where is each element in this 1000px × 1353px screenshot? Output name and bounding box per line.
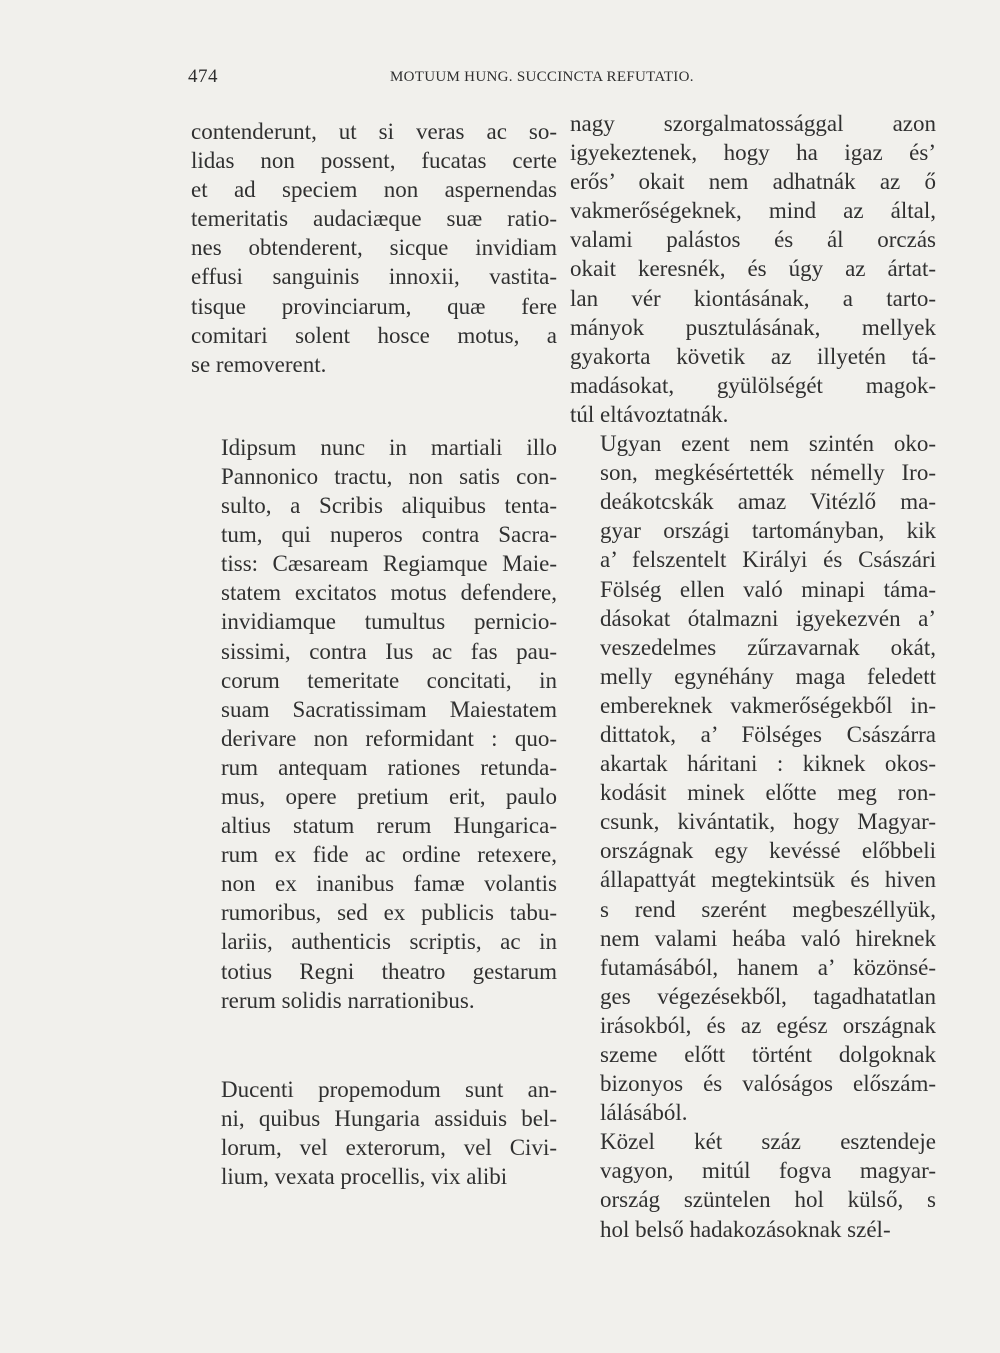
hungarian-column: [570, 109, 936, 1244]
text-line: sissimi, contra Ius ac fas pau-: [221, 638, 557, 664]
text-line: igyekeztenek, hogy ha igaz és’: [570, 140, 936, 166]
text-line: nes obtenderent, sicque invidiam: [191, 235, 557, 261]
text-line: temeritatis audaciæque suæ ratio-: [191, 206, 557, 232]
text-line: Pannonico tractu, non satis con-: [221, 463, 557, 489]
latin-column: [191, 117, 557, 1191]
text-line: non ex inanibus famæ volantis: [221, 871, 557, 897]
text-line: comitari solent hosce motus, a: [191, 322, 557, 348]
text-line: vagyon, mitúl fogva magyar-: [600, 1158, 936, 1184]
text-line: et ad speciem non aspernendas: [191, 177, 557, 203]
latin-paragraph-3: [191, 1075, 557, 1191]
text-line: mányok pusztulásának, mellyek: [570, 314, 936, 340]
text-line: Ducenti propemodum sunt an-: [221, 1076, 557, 1102]
text-line: altius statum rerum Hungarica-: [221, 813, 557, 839]
text-line: s rend szerént megbeszéllyük,: [600, 896, 936, 922]
text-line: nem valami heába való hireknek: [600, 925, 936, 951]
text-line: dásokat ótalmazni igyekezvén a’: [600, 605, 936, 631]
text-line: állapattyát megtekintsük és hiven: [600, 867, 936, 893]
text-line: nagy szorgalmatossággal azon: [570, 111, 936, 136]
text-line: ges végezésekből, tagadhatatlan: [600, 983, 936, 1009]
text-line: Közel két száz esztendeje: [600, 1129, 936, 1155]
text-line: corum temeritate concitati, in: [221, 667, 557, 693]
text-line: kodásit minek előtte meg ron-: [600, 780, 936, 806]
text-line: irásokból, és az egész országnak: [600, 1012, 936, 1038]
text-line: lariis, authenticis scriptis, ac in: [221, 929, 557, 955]
running-head: MOTUUM HUNG. SUCCINCTA REFUTATIO.: [390, 69, 694, 85]
text-line: gyakorta követik az illyetén tá-: [570, 343, 936, 369]
text-line: dittatok, a’ Fölséges Császárra: [600, 721, 936, 747]
text-line: vakmerőségeknek, mind az által,: [570, 198, 936, 224]
latin-paragraph-2: [191, 433, 557, 1015]
text-line: tiss: Cæsaream Regiamque Maie-: [221, 551, 557, 577]
text-line: veszedelmes zűrzavarnak okát,: [600, 634, 936, 660]
text-line: akartak háritani : kiknek okos-: [600, 751, 936, 777]
text-line: statem excitatos motus defendere,: [221, 580, 557, 606]
hungarian-paragraph-1: [570, 109, 936, 429]
hungarian-paragraph-3: [570, 1127, 936, 1243]
text-line: rum ex fide ac ordine retexere,: [221, 842, 557, 868]
text-line: Fölség ellen való minapi táma-: [600, 576, 936, 602]
text-line: son, megkésértették némelly Iro-: [600, 460, 936, 486]
text-line: erős’ okait nem adhatnák az ő: [570, 169, 936, 195]
text-line: lium, vexata procellis, vix alibi: [221, 1164, 508, 1189]
text-line: valami palástos és ál orczás: [570, 227, 936, 253]
text-line: effusi sanguinis innoxii, vastita-: [191, 264, 557, 290]
text-line: lidas non possent, fucatas certe: [191, 148, 557, 174]
text-line: deákotcskák amaz Vitézlő ma-: [600, 489, 936, 515]
text-line: rum antequam rationes retunda-: [221, 754, 557, 780]
text-line: invidiamque tumultus pernicio-: [221, 609, 557, 635]
text-line: suam Sacratissimam Maiestatem: [221, 696, 557, 722]
text-line: tisque provinciarum, quæ fere: [191, 293, 557, 319]
text-line: derivare non reformidant : quo-: [221, 725, 557, 751]
text-line: hol belső hadakozásoknak szél-: [600, 1216, 891, 1242]
text-line: a’ felszentelt Királyi és Császári: [600, 547, 936, 573]
text-line: Idipsum nunc in martiali illo: [221, 434, 557, 460]
latin-paragraph-1: [191, 117, 557, 379]
text-line: országnak egy kevéssé előbbeli: [600, 838, 936, 864]
text-line: se removerent.: [191, 351, 327, 377]
text-line: túl eltávoztatnák.: [570, 401, 729, 427]
text-line: csunk, kivántatik, hogy Magyar-: [600, 809, 936, 835]
text-line: gyar országi tartományban, kik: [600, 518, 936, 544]
text-line: lorum, vel exterorum, vel Civi-: [221, 1134, 557, 1160]
text-line: rumoribus, sed ex publicis tabu-: [221, 900, 557, 926]
text-line: embereknek vakmerőségekből in-: [600, 692, 936, 718]
text-line: okait keresnék, és úgy az ártat-: [570, 256, 936, 282]
text-line: Ugyan ezent nem szintén oko-: [600, 431, 936, 457]
text-line: contenderunt, ut si veras ac so-: [191, 119, 557, 144]
text-line: bizonyos és valóságos előszám-: [600, 1071, 936, 1097]
text-line: melly egynéhány maga feledett: [600, 663, 936, 689]
text-line: szeme előtt történt dolgoknak: [600, 1042, 936, 1067]
hungarian-paragraph-2: [570, 429, 936, 1127]
text-line: futamásából, hanem a’ közönsé-: [600, 954, 936, 980]
text-line: sulto, a Scribis aliquibus tenta-: [221, 493, 557, 519]
text-line: ország szüntelen hol külső, s: [600, 1187, 936, 1213]
text-line: lan vér kiontásának, a tarto-: [570, 285, 936, 311]
text-line: lálásából.: [600, 1100, 688, 1126]
text-line: madásokat, gyülölségét magok-: [570, 372, 936, 398]
page-number: 474: [188, 66, 218, 87]
text-line: rerum solidis narrationibus.: [221, 987, 475, 1013]
text-line: totius Regni theatro gestarum: [221, 958, 557, 984]
text-line: mus, opere pretium erit, paulo: [221, 783, 557, 809]
text-line: ni, quibus Hungaria assiduis bel-: [221, 1105, 557, 1131]
text-line: tum, qui nuperos contra Sacra-: [221, 522, 557, 548]
